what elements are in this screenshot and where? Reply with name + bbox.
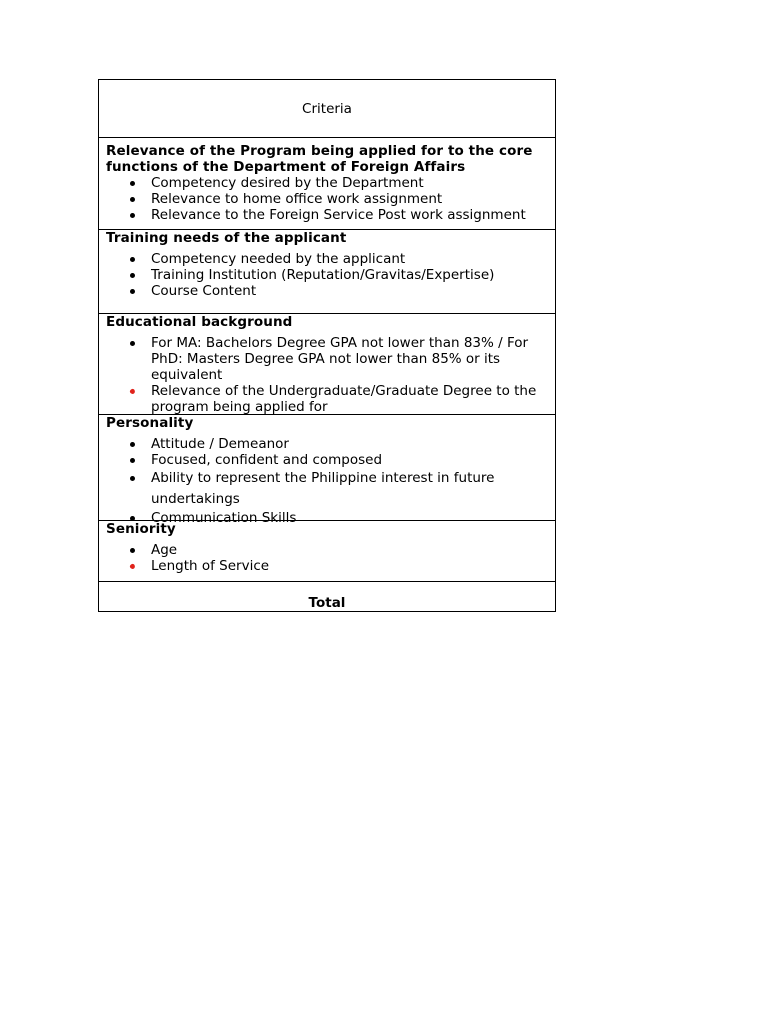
list-item: Relevance to home office work assignment — [106, 191, 547, 207]
section-title: Personality — [106, 415, 194, 431]
list-item: Training Institution (Reputation/Gravitas/Expertise) — [106, 267, 547, 283]
table-header-row — [99, 80, 555, 137]
table-total-row — [99, 581, 555, 611]
section-educational-background — [99, 313, 555, 414]
section-relevance — [99, 137, 555, 229]
section-training-needs — [99, 229, 555, 313]
bullet-dot-icon — [130, 273, 135, 278]
section-title: Educational background — [106, 314, 293, 330]
section-title: Relevance of the Program being applied for to the core functions of the Department of Foreign Affairs — [106, 143, 533, 175]
bullet-dot-icon — [130, 548, 135, 553]
bullet-dot-icon — [130, 476, 135, 481]
section-personality — [99, 414, 555, 526]
list-item: Age — [106, 542, 547, 558]
criteria-table — [98, 79, 556, 612]
list-item: Relevance to the Foreign Service Post work assignment — [106, 207, 547, 223]
bullet-dot-icon — [129, 563, 136, 570]
list-item: Competency needed by the applicant — [106, 251, 547, 267]
bullet-dot-icon — [130, 213, 135, 218]
list-item: Communication Skills — [106, 510, 547, 526]
list-item: Ability to represent the Philippine interest in future undertakings — [106, 468, 547, 510]
bullet-dot-icon — [130, 257, 135, 262]
bullet-dot-icon — [130, 442, 135, 447]
header-criteria: Criteria — [302, 101, 352, 117]
bullet-list — [106, 335, 547, 415]
bullet-dot-icon — [130, 181, 135, 186]
bullet-dot-icon — [130, 197, 135, 202]
list-item: Length of Service — [106, 558, 547, 574]
bullet-dot-icon — [130, 341, 135, 346]
list-item: Course Content — [106, 283, 547, 299]
bullet-dot-icon — [130, 458, 135, 463]
list-item: Attitude / Demeanor — [106, 436, 547, 452]
bullet-dot-icon — [130, 289, 135, 294]
bullet-list — [106, 175, 547, 223]
section-seniority — [99, 520, 555, 581]
list-item: Competency desired by the Department — [106, 175, 547, 191]
section-title: Seniority — [106, 521, 176, 537]
list-item: Relevance of the Undergraduate/Graduate Degree to the program being applied for — [106, 383, 547, 415]
bullet-dot-icon — [129, 388, 136, 395]
bullet-list — [106, 251, 547, 299]
bullet-list — [106, 436, 547, 526]
section-title: Training needs of the applicant — [106, 230, 347, 246]
total-label: Total — [308, 595, 346, 611]
list-item: For MA: Bachelors Degree GPA not lower than 83% / For PhD: Masters Degree GPA not lower than 85% or its equivalent — [106, 335, 547, 383]
list-item: Focused, confident and composed — [106, 452, 547, 468]
bullet-list — [106, 542, 547, 574]
